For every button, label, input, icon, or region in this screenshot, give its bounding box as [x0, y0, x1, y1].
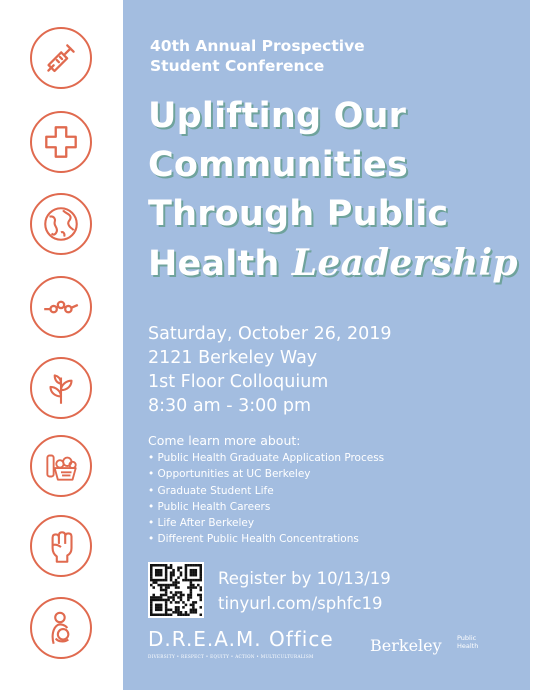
produce-basket-icon [30, 435, 92, 497]
list-item: • Public Health Careers [148, 499, 508, 515]
event-date: Saturday, October 26, 2019 [148, 324, 392, 344]
icon-column [0, 0, 123, 690]
list-item: • Different Public Health Concentrations [148, 531, 508, 547]
topics-heading: Come learn more about: [148, 433, 301, 448]
list-item: • Graduate Student Life [148, 483, 508, 499]
medical-cross-icon [30, 111, 92, 173]
title-line-3: Through Public [148, 194, 449, 234]
conference-kicker [150, 36, 510, 76]
globe-icon [30, 193, 92, 255]
title-line-4 [148, 239, 518, 289]
topics-list [148, 450, 508, 548]
plant-sprout-icon [30, 357, 92, 419]
qr-code[interactable] [148, 562, 204, 618]
page-title [148, 92, 518, 289]
kicker-line-2: Student Conference [150, 57, 325, 75]
registration-deadline: Register by 10/13/19 [218, 569, 391, 588]
list-item: • Life After Berkeley [148, 515, 508, 531]
event-address: 2121 Berkeley Way [148, 348, 318, 368]
event-time: 8:30 am - 3:00 pm [148, 396, 312, 416]
raised-fist-icon [30, 515, 92, 577]
registration-url[interactable]: tinyurl.com/sphfc19 [218, 594, 383, 613]
berkeley-sub-line-2: Health [457, 642, 479, 650]
mother-child-icon [30, 597, 92, 659]
berkeley-public-health-label [457, 634, 497, 650]
title-line-2: Communities [148, 145, 409, 185]
title-word-leadership: Leadership [291, 242, 518, 284]
connected-dots-icon [30, 276, 92, 338]
event-room: 1st Floor Colloquium [148, 372, 329, 392]
dream-office-tagline: DIVERSITY • RESPECT • EQUITY • ACTION • MULTICULTURALISM [148, 654, 314, 659]
list-item: • Public Health Graduate Application Process [148, 450, 508, 466]
list-item: • Opportunities at UC Berkeley [148, 466, 508, 482]
dream-office-logo: D.R.E.A.M. Office [148, 627, 334, 651]
qr-code-graphic [150, 564, 202, 616]
registration-info [218, 566, 518, 616]
berkeley-logo: Berkeley [370, 636, 442, 655]
title-word-health: Health [148, 244, 280, 284]
kicker-line-1: 40th Annual Prospective [150, 37, 365, 55]
syringe-icon [30, 27, 92, 89]
title-line-1: Uplifting Our [148, 96, 407, 136]
berkeley-sub-line-1: Public [457, 634, 477, 642]
event-details [148, 322, 508, 418]
